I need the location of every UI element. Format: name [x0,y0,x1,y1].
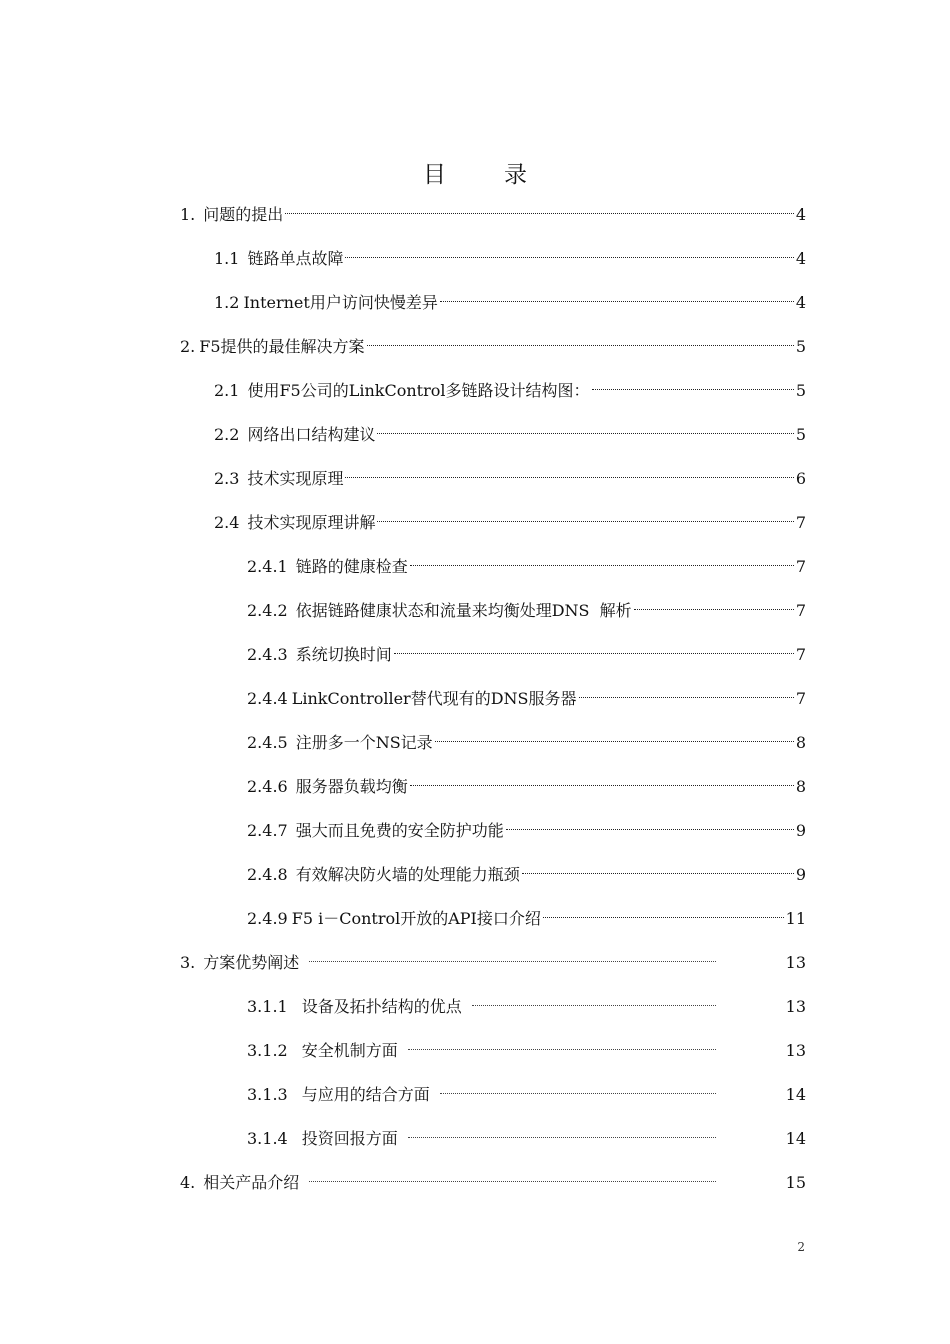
toc-entry[interactable] [180,333,806,361]
toc-entry[interactable] [247,685,806,713]
toc-entry-page: 8 [795,733,806,752]
toc-leader-dots [367,344,794,346]
toc-entry-label: 使用F5公司的LinkControl多链路设计结构图： [247,381,590,400]
toc-entry-number: 3.1.2 [247,1041,288,1060]
toc-entry-label: 与应用的结合方面 [301,1085,430,1104]
toc-leader-dots [440,300,794,302]
toc-entry-number: 2. [180,337,196,356]
toc-entry-label: 技术实现原理 [247,469,344,488]
toc-entry-number: 3.1.1 [247,997,288,1016]
toc-entry-page: 13 [785,1041,806,1060]
toc-entry-label: 依据链路健康状态和流量来均衡处理DNS 解析 [295,601,632,620]
toc-leader-dots [345,256,793,258]
toc-leader-dots [377,432,793,434]
toc-entry[interactable] [180,949,806,977]
toc-entry-number: 2.4.6 [247,777,288,796]
toc-entry-label: 有效解决防火墙的处理能力瓶颈 [295,865,520,884]
toc-entry-page: 4 [795,249,806,268]
toc-leader-dots [285,212,794,214]
toc-entry-page: 7 [795,601,806,620]
toc-leader-dots [506,828,794,830]
toc-entry-page: 4 [795,293,806,312]
toc-entry-number: 2.4 [214,513,240,532]
toc-entry-page: 5 [795,337,806,356]
toc-entry-label: 相关产品介绍 [203,1173,300,1192]
toc-title-right: 录 [504,162,527,188]
toc-leader-dots [377,520,793,522]
toc-leader-dots [309,960,715,962]
toc-entry[interactable] [247,1081,806,1109]
toc-entry[interactable] [214,245,806,273]
toc-leader-dots [394,652,794,654]
toc-leader-dots [522,872,794,874]
toc-entry[interactable] [247,597,806,625]
toc-entry[interactable] [214,377,806,405]
toc-leader-dots [579,696,794,698]
toc-entry[interactable] [247,773,806,801]
toc-entry[interactable] [247,553,806,581]
toc-entry[interactable] [180,1169,806,1197]
toc-entry-label: F5 i－Control开放的API接口介绍 [291,909,541,928]
toc-entry-page: 13 [785,953,806,972]
toc-leader-dots [410,784,794,786]
toc-entry-number: 2.1 [214,381,240,400]
toc-entry-label: F5提供的最佳解决方案 [199,337,365,356]
toc-entry-label: 设备及拓扑结构的优点 [301,997,462,1016]
toc-leader-dots [309,1180,715,1182]
toc-entry[interactable] [247,861,806,889]
toc-entry-label: 问题的提出 [203,205,284,224]
toc-entry-label: 投资回报方面 [301,1129,398,1148]
toc-leader-dots [408,1048,716,1050]
toc-entry-label: 注册多一个NS记录 [295,733,433,752]
toc-entry-number: 2.3 [214,469,240,488]
toc-entry[interactable] [247,641,806,669]
toc-entry-number: 2.4.3 [247,645,288,664]
toc-entry-page: 5 [795,381,806,400]
toc-leader-dots [410,564,794,566]
toc-entry[interactable] [180,201,806,229]
toc-entry-page: 15 [785,1173,806,1192]
toc-entry-label: 方案优势阐述 [203,953,300,972]
toc-entry-number: 2.4.9 [247,909,288,928]
toc-entry-page: 7 [795,557,806,576]
toc-entry-page: 8 [795,777,806,796]
toc-entry-number: 3.1.3 [247,1085,288,1104]
toc-entry-label: 强大而且免费的安全防护功能 [295,821,504,840]
toc-leader-dots [435,740,794,742]
toc-entry-page: 5 [795,425,806,444]
toc-entry-number: 1. [180,205,196,224]
toc-entry[interactable] [214,465,806,493]
toc-entry[interactable] [247,729,806,757]
toc-entry-number: 2.4.8 [247,865,288,884]
toc-entry-label: LinkController替代现有的DNS服务器 [291,689,577,708]
toc-entry[interactable] [214,509,806,537]
toc-entry-label: 网络出口结构建议 [247,425,376,444]
toc-entry-page: 6 [795,469,806,488]
toc-entry-page: 9 [795,821,806,840]
toc-leader-dots [472,1004,716,1006]
toc-entry-page: 9 [795,865,806,884]
toc-entry-label: 安全机制方面 [301,1041,398,1060]
toc-entry[interactable] [247,817,806,845]
toc-entry-page: 4 [795,205,806,224]
toc-leader-dots [408,1136,716,1138]
toc-entry[interactable] [214,421,806,449]
toc-entry-number: 3.1.4 [247,1129,288,1148]
toc-entry-number: 2.4.5 [247,733,288,752]
toc-entry[interactable] [247,1125,806,1153]
toc-entry-label: Internet用户访问快慢差异 [243,293,438,312]
toc-entry-label: 服务器负载均衡 [295,777,408,796]
toc-leader-dots [592,388,794,390]
toc-entry-number: 2.4.4 [247,689,288,708]
toc-entry-label: 链路单点故障 [247,249,344,268]
toc-entry-page: 7 [795,645,806,664]
toc-entry-number: 2.4.2 [247,601,288,620]
toc-entry-page: 7 [795,689,806,708]
toc-title [0,156,950,189]
toc-entry-page: 13 [785,997,806,1016]
toc-entry[interactable] [247,905,806,933]
toc-entry-page: 14 [785,1129,806,1148]
toc-leader-dots [543,916,784,918]
toc-entry-number: 2.4.1 [247,557,288,576]
toc-entry[interactable] [247,1037,806,1065]
toc-leader-dots [634,608,794,610]
toc-leader-dots [345,476,793,478]
toc-entry-number: 4. [180,1173,196,1192]
toc-entry[interactable] [214,289,806,317]
toc-entry-page: 11 [785,909,806,928]
toc-entry-page: 14 [785,1085,806,1104]
toc-entry-label: 技术实现原理讲解 [247,513,376,532]
toc-entry-number: 3. [180,953,196,972]
toc-entry-number: 1.2 [214,293,240,312]
page-number: 2 [797,1240,805,1254]
toc-entry-label: 链路的健康检查 [295,557,408,576]
toc-entry[interactable] [247,993,806,1021]
toc-entry-page: 7 [795,513,806,532]
toc-title-left: 目 [423,162,446,188]
toc-entry-label: 系统切换时间 [295,645,392,664]
toc-entry-number: 2.4.7 [247,821,288,840]
toc-leader-dots [440,1092,716,1094]
toc-entry-number: 1.1 [214,249,240,268]
toc-entry-number: 2.2 [214,425,240,444]
